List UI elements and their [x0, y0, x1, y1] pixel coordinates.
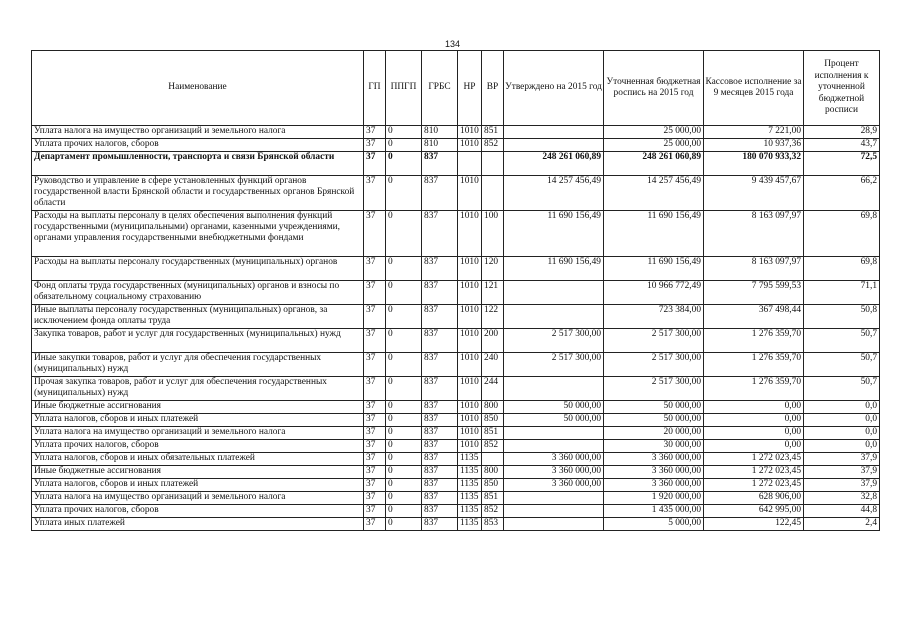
table-row — [32, 377, 880, 401]
row-vr: 851 — [482, 126, 504, 139]
row-vr: 851 — [482, 427, 504, 440]
row-ppgp: 0 — [386, 257, 422, 281]
table-row — [32, 479, 880, 492]
row-nr: 1135 — [458, 492, 482, 505]
row-percent: 71,1 — [804, 281, 880, 305]
row-ppgp: 0 — [386, 126, 422, 139]
row-grbs: 837 — [422, 152, 458, 176]
row-cash: 367 498,44 — [704, 305, 804, 329]
row-gp: 37 — [364, 401, 386, 414]
row-gp: 37 — [364, 257, 386, 281]
row-cash: 180 070 933,32 — [704, 152, 804, 176]
row-vr: 800 — [482, 466, 504, 479]
row-ppgp: 0 — [386, 518, 422, 531]
row-gp: 37 — [364, 505, 386, 518]
budget-table — [31, 50, 880, 531]
row-ppgp: 0 — [386, 281, 422, 305]
row-gp: 37 — [364, 453, 386, 466]
row-percent: 43,7 — [804, 139, 880, 152]
row-refined: 2 517 300,00 — [604, 353, 704, 377]
row-gp: 37 — [364, 211, 386, 257]
table-row — [32, 139, 880, 152]
row-ppgp: 0 — [386, 401, 422, 414]
row-nr: 1010 — [458, 401, 482, 414]
row-name: Иные бюджетные ассигнования — [32, 401, 364, 414]
row-ppgp: 0 — [386, 492, 422, 505]
row-nr: 1010 — [458, 329, 482, 353]
row-cash: 7 221,00 — [704, 126, 804, 139]
header-ppgp: ППГП — [386, 51, 422, 126]
header-vr: ВР — [482, 51, 504, 126]
row-ppgp: 0 — [386, 377, 422, 401]
row-cash: 642 995,00 — [704, 505, 804, 518]
table-row — [32, 329, 880, 353]
row-nr: 1010 — [458, 427, 482, 440]
row-cash: 1 276 359,70 — [704, 377, 804, 401]
table-row — [32, 211, 880, 257]
header-cash: Кассовое исполнение за 9 месяцев 2015 года — [704, 51, 804, 126]
row-name: Расходы на выплаты персоналу государственных (муниципальных) органов — [32, 257, 364, 281]
row-ppgp: 0 — [386, 152, 422, 176]
row-percent: 32,8 — [804, 492, 880, 505]
row-vr — [482, 453, 504, 466]
row-ppgp: 0 — [386, 353, 422, 377]
row-grbs: 837 — [422, 479, 458, 492]
row-approved: 3 360 000,00 — [504, 453, 604, 466]
row-refined: 3 360 000,00 — [604, 479, 704, 492]
row-grbs: 837 — [422, 257, 458, 281]
row-percent: 69,8 — [804, 211, 880, 257]
row-percent: 37,9 — [804, 466, 880, 479]
row-vr: 852 — [482, 139, 504, 152]
row-name: Уплата иных платежей — [32, 518, 364, 531]
row-approved — [504, 377, 604, 401]
row-grbs: 837 — [422, 211, 458, 257]
row-vr: 851 — [482, 492, 504, 505]
row-nr: 1010 — [458, 440, 482, 453]
row-grbs: 837 — [422, 176, 458, 211]
row-name: Уплата налога на имущество организаций и земельного налога — [32, 126, 364, 139]
row-approved — [504, 281, 604, 305]
row-vr: 852 — [482, 440, 504, 453]
row-percent: 28,9 — [804, 126, 880, 139]
table-row — [32, 518, 880, 531]
row-refined: 11 690 156,49 — [604, 257, 704, 281]
row-gp: 37 — [364, 329, 386, 353]
row-name: Иные закупки товаров, работ и услуг для обеспечения государственных (муниципальных) нужд — [32, 353, 364, 377]
row-name: Фонд оплаты труда государственных (муниципальных) органов и взносы по обязательному социальному страхованию — [32, 281, 364, 305]
row-refined: 2 517 300,00 — [604, 329, 704, 353]
row-grbs: 837 — [422, 440, 458, 453]
row-grbs: 837 — [422, 305, 458, 329]
row-vr: 122 — [482, 305, 504, 329]
row-percent: 69,8 — [804, 257, 880, 281]
row-gp: 37 — [364, 377, 386, 401]
row-gp: 37 — [364, 427, 386, 440]
row-nr: 1135 — [458, 518, 482, 531]
row-percent: 50,7 — [804, 377, 880, 401]
row-grbs: 837 — [422, 414, 458, 427]
row-ppgp: 0 — [386, 176, 422, 211]
row-refined: 723 384,00 — [604, 305, 704, 329]
row-gp: 37 — [364, 440, 386, 453]
row-nr: 1135 — [458, 479, 482, 492]
row-approved — [504, 427, 604, 440]
row-approved: 50 000,00 — [504, 414, 604, 427]
page-number: 134 — [444, 39, 461, 49]
table-row — [32, 353, 880, 377]
table-header-row — [32, 51, 880, 126]
row-name: Департамент промышленности, транспорта и связи Брянской области — [32, 152, 364, 176]
row-percent: 72,5 — [804, 152, 880, 176]
table-row — [32, 152, 880, 176]
row-vr: 852 — [482, 505, 504, 518]
row-approved — [504, 492, 604, 505]
row-ppgp: 0 — [386, 305, 422, 329]
row-percent: 50,7 — [804, 353, 880, 377]
header-approved: Утверждено на 2015 год — [504, 51, 604, 126]
row-name: Уплата прочих налогов, сборов — [32, 505, 364, 518]
row-name: Уплата налога на имущество организаций и земельного налога — [32, 427, 364, 440]
row-approved: 14 257 456,49 — [504, 176, 604, 211]
header-refined: Уточненная бюджетная роспись на 2015 год — [604, 51, 704, 126]
row-approved: 2 517 300,00 — [504, 329, 604, 353]
row-grbs: 837 — [422, 329, 458, 353]
row-percent: 0,0 — [804, 440, 880, 453]
row-name: Уплата налога на имущество организаций и земельного налога — [32, 492, 364, 505]
row-ppgp: 0 — [386, 211, 422, 257]
row-gp: 37 — [364, 281, 386, 305]
row-cash: 1 272 023,45 — [704, 453, 804, 466]
row-name: Иные бюджетные ассигнования — [32, 466, 364, 479]
row-name: Прочая закупка товаров, работ и услуг для обеспечения государственных (муниципальных) нужд — [32, 377, 364, 401]
table-row — [32, 440, 880, 453]
row-name: Уплата налогов, сборов и иных платежей — [32, 414, 364, 427]
row-name: Уплата налогов, сборов и иных обязательных платежей — [32, 453, 364, 466]
row-approved: 50 000,00 — [504, 401, 604, 414]
row-grbs: 810 — [422, 126, 458, 139]
row-nr: 1010 — [458, 353, 482, 377]
row-percent: 37,9 — [804, 453, 880, 466]
row-vr: 850 — [482, 414, 504, 427]
row-approved — [504, 505, 604, 518]
row-refined: 10 966 772,49 — [604, 281, 704, 305]
row-refined: 50 000,00 — [604, 414, 704, 427]
row-vr: 121 — [482, 281, 504, 305]
row-vr: 853 — [482, 518, 504, 531]
row-cash: 1 276 359,70 — [704, 353, 804, 377]
row-nr: 1010 — [458, 414, 482, 427]
row-ppgp: 0 — [386, 466, 422, 479]
row-approved: 3 360 000,00 — [504, 479, 604, 492]
table-row — [32, 126, 880, 139]
row-refined: 5 000,00 — [604, 518, 704, 531]
row-percent: 66,2 — [804, 176, 880, 211]
row-grbs: 837 — [422, 492, 458, 505]
row-ppgp: 0 — [386, 414, 422, 427]
row-nr: 1135 — [458, 505, 482, 518]
table-row — [32, 281, 880, 305]
row-percent: 50,8 — [804, 305, 880, 329]
row-approved — [504, 440, 604, 453]
row-ppgp: 0 — [386, 139, 422, 152]
table-row — [32, 401, 880, 414]
row-cash: 0,00 — [704, 414, 804, 427]
row-refined: 14 257 456,49 — [604, 176, 704, 211]
row-gp: 37 — [364, 353, 386, 377]
row-nr — [458, 152, 482, 176]
row-refined: 3 360 000,00 — [604, 453, 704, 466]
row-cash: 0,00 — [704, 401, 804, 414]
row-vr: 850 — [482, 479, 504, 492]
row-approved: 11 690 156,49 — [504, 257, 604, 281]
row-cash: 0,00 — [704, 440, 804, 453]
row-cash: 0,00 — [704, 427, 804, 440]
table-row — [32, 414, 880, 427]
table-row — [32, 453, 880, 466]
header-grbs: ГРБС — [422, 51, 458, 126]
row-cash: 8 163 097,97 — [704, 257, 804, 281]
row-vr: 240 — [482, 353, 504, 377]
row-approved: 3 360 000,00 — [504, 466, 604, 479]
header-name: Наименование — [32, 51, 364, 126]
table-row — [32, 176, 880, 211]
row-refined: 25 000,00 — [604, 126, 704, 139]
row-ppgp: 0 — [386, 479, 422, 492]
row-refined: 11 690 156,49 — [604, 211, 704, 257]
row-grbs: 837 — [422, 427, 458, 440]
row-cash: 8 163 097,97 — [704, 211, 804, 257]
row-refined: 20 000,00 — [604, 427, 704, 440]
table-body — [32, 126, 880, 531]
table-row — [32, 466, 880, 479]
header-percent: Процент исполнения к уточненной бюджетной росписи — [804, 51, 880, 126]
row-refined: 30 000,00 — [604, 440, 704, 453]
row-ppgp: 0 — [386, 329, 422, 353]
row-approved — [504, 305, 604, 329]
row-gp: 37 — [364, 139, 386, 152]
row-grbs: 837 — [422, 518, 458, 531]
row-percent: 50,7 — [804, 329, 880, 353]
row-gp: 37 — [364, 479, 386, 492]
row-ppgp: 0 — [386, 453, 422, 466]
row-nr: 1010 — [458, 305, 482, 329]
row-grbs: 837 — [422, 505, 458, 518]
row-name: Руководство и управление в сфере установленных функций органов государственной власти Брянской области и государственных органов Брянской области — [32, 176, 364, 211]
row-vr: 200 — [482, 329, 504, 353]
row-cash: 1 272 023,45 — [704, 466, 804, 479]
row-gp: 37 — [364, 492, 386, 505]
row-refined: 25 000,00 — [604, 139, 704, 152]
row-cash: 9 439 457,67 — [704, 176, 804, 211]
row-approved — [504, 518, 604, 531]
row-ppgp: 0 — [386, 505, 422, 518]
row-refined: 248 261 060,89 — [604, 152, 704, 176]
row-nr: 1135 — [458, 453, 482, 466]
row-refined: 50 000,00 — [604, 401, 704, 414]
table-row — [32, 505, 880, 518]
row-nr: 1010 — [458, 211, 482, 257]
row-approved — [504, 126, 604, 139]
row-cash: 1 272 023,45 — [704, 479, 804, 492]
row-nr: 1010 — [458, 281, 482, 305]
header-gp: ГП — [364, 51, 386, 126]
row-percent: 0,0 — [804, 427, 880, 440]
row-approved: 248 261 060,89 — [504, 152, 604, 176]
row-percent: 0,0 — [804, 414, 880, 427]
row-approved — [504, 139, 604, 152]
row-gp: 37 — [364, 176, 386, 211]
row-grbs: 837 — [422, 353, 458, 377]
row-name: Уплата прочих налогов, сборов — [32, 440, 364, 453]
row-approved: 2 517 300,00 — [504, 353, 604, 377]
row-nr: 1010 — [458, 176, 482, 211]
row-percent: 0,0 — [804, 401, 880, 414]
row-refined: 2 517 300,00 — [604, 377, 704, 401]
row-gp: 37 — [364, 152, 386, 176]
row-vr — [482, 176, 504, 211]
row-gp: 37 — [364, 305, 386, 329]
row-gp: 37 — [364, 414, 386, 427]
row-cash: 628 906,00 — [704, 492, 804, 505]
row-grbs: 837 — [422, 453, 458, 466]
row-percent: 44,8 — [804, 505, 880, 518]
row-nr: 1010 — [458, 377, 482, 401]
row-nr: 1010 — [458, 139, 482, 152]
row-grbs: 837 — [422, 466, 458, 479]
row-name: Уплата налогов, сборов и иных платежей — [32, 479, 364, 492]
row-cash: 10 937,36 — [704, 139, 804, 152]
row-ppgp: 0 — [386, 427, 422, 440]
row-vr: 100 — [482, 211, 504, 257]
row-vr: 244 — [482, 377, 504, 401]
row-ppgp: 0 — [386, 440, 422, 453]
row-refined: 3 360 000,00 — [604, 466, 704, 479]
row-name: Расходы на выплаты персоналу в целях обеспечения выполнения функций государственными (муниципальными) органами, казенными учреждениями, органами управления государственными внебюджетными фондами — [32, 211, 364, 257]
table-row — [32, 427, 880, 440]
row-cash: 122,45 — [704, 518, 804, 531]
row-grbs: 810 — [422, 139, 458, 152]
header-nr: НР — [458, 51, 482, 126]
row-vr: 120 — [482, 257, 504, 281]
row-gp: 37 — [364, 466, 386, 479]
row-name: Закупка товаров, работ и услуг для государственных (муниципальных) нужд — [32, 329, 364, 353]
row-percent: 2,4 — [804, 518, 880, 531]
row-refined: 1 435 000,00 — [604, 505, 704, 518]
row-cash: 7 795 599,53 — [704, 281, 804, 305]
row-percent: 37,9 — [804, 479, 880, 492]
table-row — [32, 305, 880, 329]
row-nr: 1010 — [458, 257, 482, 281]
row-approved: 11 690 156,49 — [504, 211, 604, 257]
row-grbs: 837 — [422, 281, 458, 305]
row-name: Иные выплаты персоналу государственных (муниципальных) органов, за исключением фонда оплаты труда — [32, 305, 364, 329]
table-row — [32, 492, 880, 505]
row-vr — [482, 152, 504, 176]
row-nr: 1010 — [458, 126, 482, 139]
row-vr: 800 — [482, 401, 504, 414]
row-grbs: 837 — [422, 377, 458, 401]
row-gp: 37 — [364, 518, 386, 531]
table-row — [32, 257, 880, 281]
row-nr: 1135 — [458, 466, 482, 479]
row-refined: 1 920 000,00 — [604, 492, 704, 505]
row-cash: 1 276 359,70 — [704, 329, 804, 353]
row-grbs: 837 — [422, 401, 458, 414]
row-name: Уплата прочих налогов, сборов — [32, 139, 364, 152]
row-gp: 37 — [364, 126, 386, 139]
